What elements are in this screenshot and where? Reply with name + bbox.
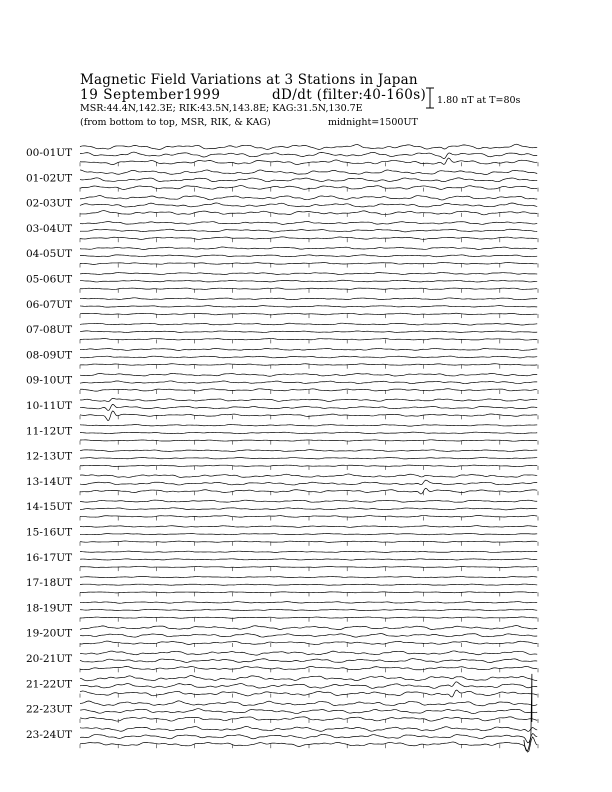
trace-rik	[80, 533, 537, 534]
trace-kag	[80, 298, 537, 300]
row-label: 15-16UT	[26, 526, 73, 539]
trace-msr	[80, 389, 537, 391]
trace-rik	[80, 331, 537, 333]
row-label: 18-19UT	[26, 602, 73, 615]
trace-msr	[80, 737, 537, 752]
trace-kag	[80, 551, 537, 552]
trace-rik	[80, 255, 537, 257]
trace-rik	[80, 306, 537, 308]
hour-row	[26, 298, 538, 318]
hour-row	[26, 626, 538, 647]
trace-kag	[80, 500, 537, 502]
hour-row	[26, 196, 538, 217]
trace-msr	[80, 186, 537, 190]
trace-rik	[80, 178, 537, 182]
trace-kag	[80, 323, 537, 325]
trace-msr	[80, 313, 537, 315]
trace-kag	[80, 424, 537, 426]
scale-bar	[426, 88, 434, 108]
trace-msr	[80, 465, 537, 466]
row-label: 00-01UT	[26, 147, 73, 159]
row-label: 06-07UT	[26, 298, 73, 311]
trace-rik	[80, 203, 537, 207]
trace-msr	[80, 440, 537, 441]
trace-rik	[80, 734, 537, 743]
trace-kag	[80, 221, 537, 224]
row-label: 22-23UT	[26, 703, 73, 716]
row-label: 09-10UT	[26, 374, 73, 387]
hour-row	[26, 500, 538, 520]
trace-rik	[80, 480, 537, 485]
hour-row	[26, 323, 538, 343]
trace-kag	[80, 348, 537, 350]
row-label: 20-21UT	[26, 653, 73, 665]
row-label: 16-17UT	[26, 551, 73, 564]
trace-msr	[80, 690, 537, 697]
trace-kag	[80, 576, 537, 577]
trace-kag	[80, 247, 537, 250]
trace-rik	[80, 508, 537, 510]
trace-rik	[80, 152, 537, 158]
hour-row	[26, 373, 538, 394]
date-label: 19 September1999	[80, 87, 221, 103]
trace-kag	[80, 651, 537, 655]
trace-msr	[80, 567, 537, 568]
scale-bar-label: 1.80 nT at T=80s	[437, 95, 521, 106]
trace-kag	[80, 626, 537, 630]
trace-rik	[80, 432, 537, 434]
hour-row	[26, 273, 538, 293]
hour-row	[26, 602, 538, 622]
midnight-note: midnight=1500UT	[328, 117, 418, 128]
hour-row	[26, 424, 538, 444]
trace-msr	[80, 717, 537, 721]
row-label: 13-14UT	[26, 475, 73, 488]
row-label: 07-08UT	[26, 324, 73, 337]
row-label: 08-09UT	[26, 349, 73, 362]
row-label: 23-24UT	[26, 728, 73, 741]
row-label: 19-20UT	[26, 627, 73, 640]
trace-rik	[80, 280, 537, 282]
trace-msr	[80, 158, 537, 164]
trace-rik	[80, 229, 537, 232]
trace-rik	[80, 659, 537, 663]
trace-msr	[80, 339, 537, 340]
hour-row	[26, 526, 538, 546]
hour-row	[26, 398, 538, 420]
trace-rik	[80, 634, 537, 638]
row-label: 10-11UT	[26, 400, 73, 412]
trace-msr	[80, 515, 537, 517]
row-label: 11-12UT	[26, 425, 73, 438]
hour-row	[26, 726, 538, 752]
component-label: dD/dt (filter:40-160s)	[272, 87, 427, 103]
hour-row	[26, 170, 538, 192]
hour-row	[26, 551, 538, 571]
trace-rik	[80, 404, 537, 410]
trace-msr	[80, 641, 537, 645]
hour-row	[26, 221, 538, 242]
trace-rik	[80, 609, 537, 610]
trace-msr	[80, 263, 537, 265]
trace-kag	[80, 170, 537, 175]
trace-msr	[80, 617, 537, 618]
trace-msr	[80, 237, 537, 240]
row-label: 12-13UT	[26, 450, 73, 463]
trace-kag	[80, 273, 537, 275]
row-label: 05-06UT	[26, 273, 73, 286]
station-order-note: (from bottom to top, MSR, RIK, & KAG)	[80, 117, 271, 128]
hour-row	[26, 247, 538, 268]
trace-kag	[80, 701, 537, 706]
row-label: 01-02UT	[26, 172, 73, 185]
row-label: 17-18UT	[26, 577, 73, 590]
trace-kag	[80, 398, 537, 401]
trace-kag	[80, 526, 537, 528]
trace-kag	[80, 726, 537, 731]
row-label: 21-22UT	[26, 678, 73, 691]
trace-rik	[80, 584, 537, 585]
trace-msr	[80, 541, 537, 542]
trace-rik	[80, 381, 537, 384]
row-label: 14-15UT	[26, 501, 73, 514]
stations-list: MSR:44.4N,142.3E; RIK:43.5N,143.8E; KAG:31.5N,130.7E	[80, 103, 363, 114]
trace-kag	[80, 373, 537, 376]
row-label: 04-05UT	[26, 248, 73, 261]
trace-rik	[80, 356, 537, 358]
trace-rik	[80, 457, 537, 459]
trace-kag	[80, 602, 537, 604]
trace-msr	[80, 592, 537, 593]
hour-row	[26, 348, 538, 368]
trace-kag	[80, 474, 537, 477]
trace-kag	[80, 196, 537, 200]
trace-kag	[80, 450, 537, 452]
hour-row	[26, 651, 538, 672]
hour-row	[26, 450, 538, 470]
trace-msr	[80, 666, 537, 669]
trace-msr	[80, 288, 537, 289]
trace-rik	[80, 682, 537, 688]
row-label: 02-03UT	[26, 197, 73, 210]
hour-row	[26, 474, 538, 495]
hour-row	[26, 144, 538, 166]
hour-row	[26, 676, 538, 698]
trace-msr	[80, 364, 537, 365]
trace-kag	[80, 676, 537, 681]
row-label: 03-04UT	[26, 222, 73, 235]
hour-row	[26, 576, 538, 596]
trace-rik	[80, 559, 537, 560]
trace-rik	[80, 709, 537, 714]
trace-msr	[80, 411, 537, 420]
chart-title: Magnetic Field Variations at 3 Stations in Japan	[80, 72, 418, 88]
trace-msr	[80, 488, 537, 494]
trace-msr	[80, 211, 537, 215]
trace-kag	[80, 144, 537, 149]
hour-row	[26, 701, 538, 723]
